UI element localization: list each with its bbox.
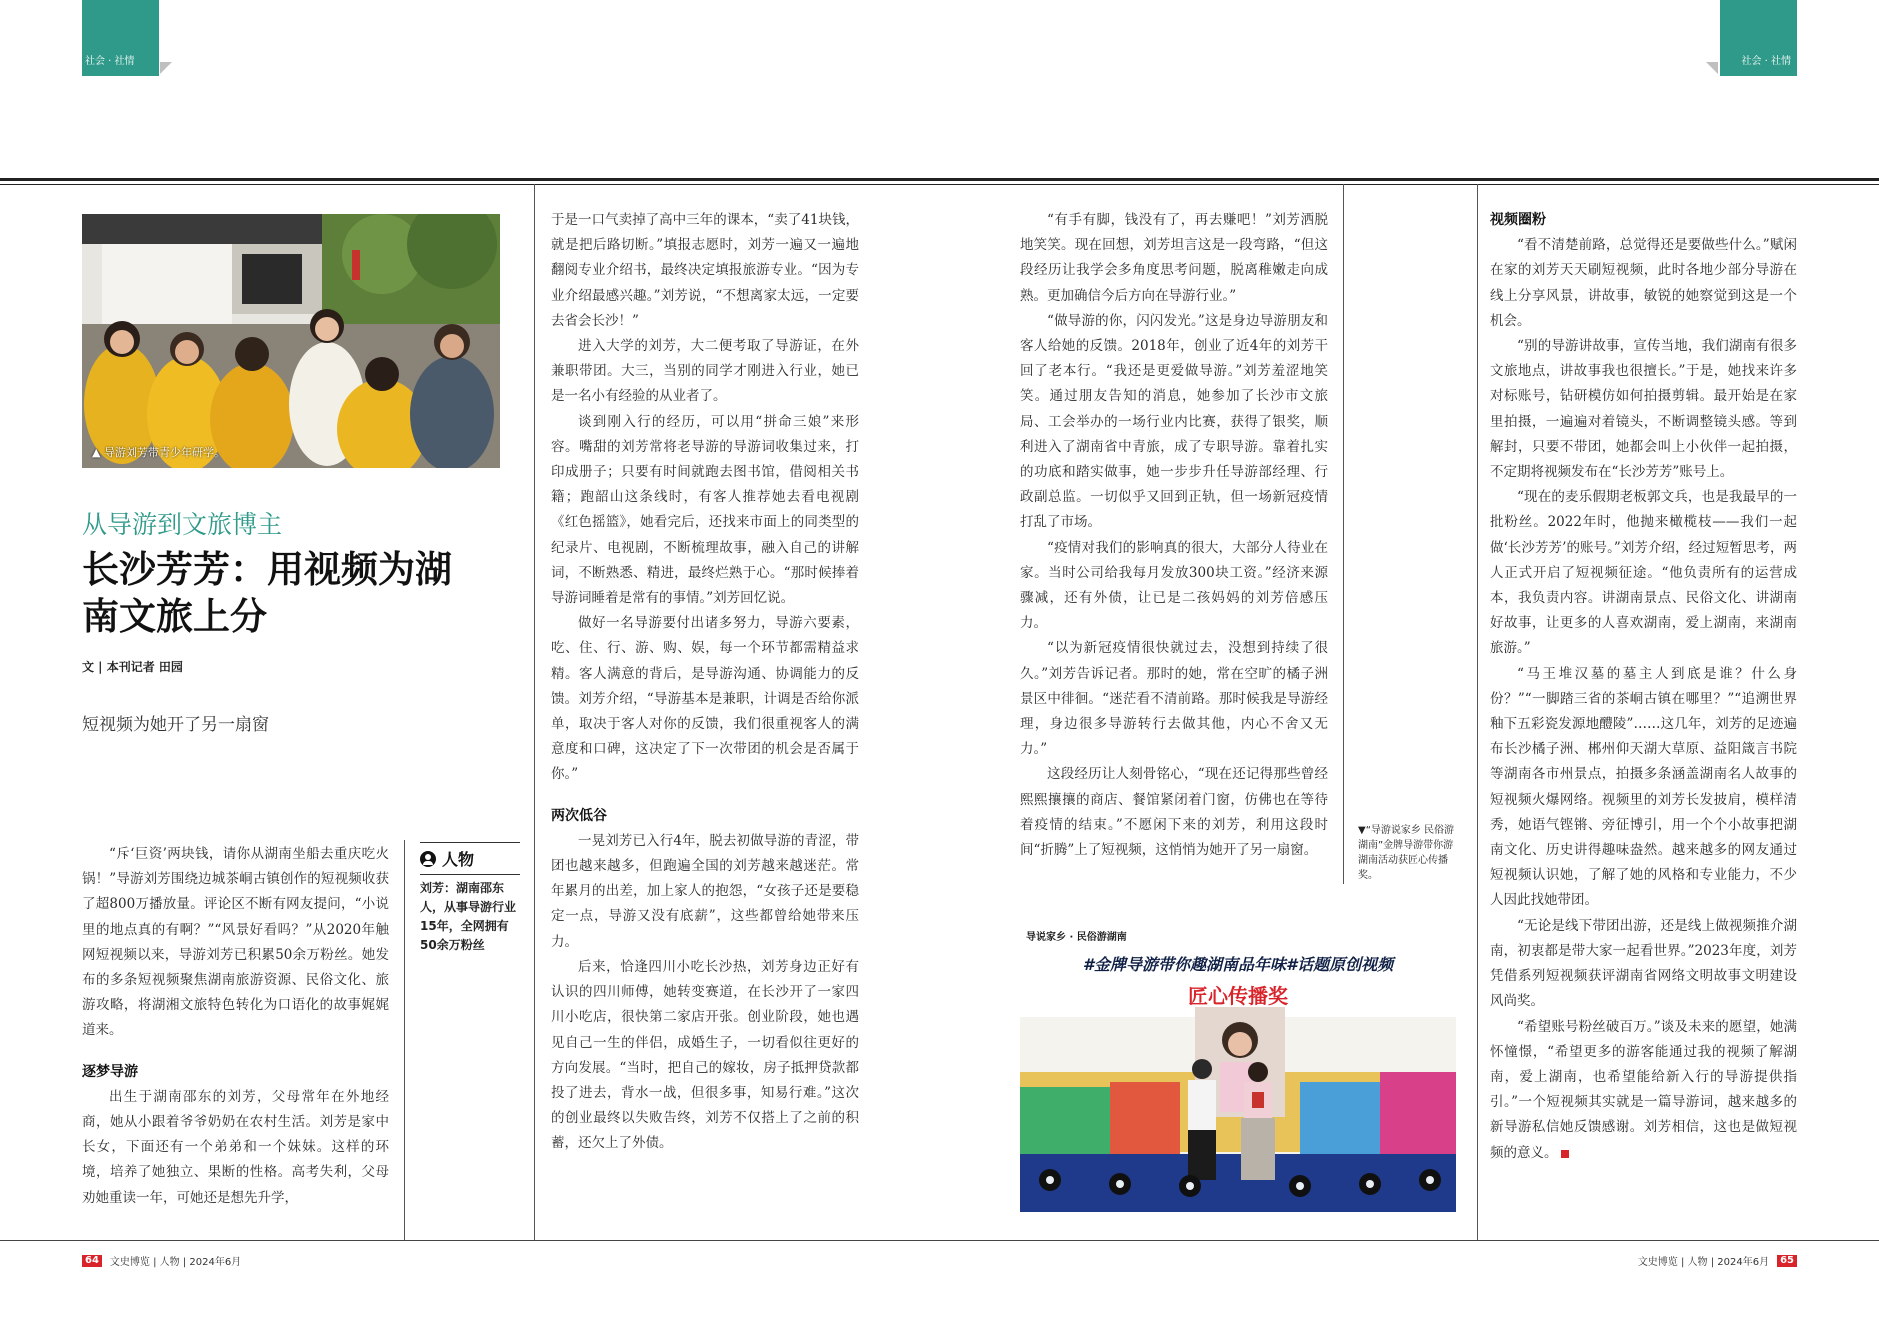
paragraph: “有手有脚，钱没有了，再去赚吧！”刘芳洒脱地笑笑。现在回想，刘芳坦言这是一段弯路，“但这段经历让我学会多角度思考问题，脱离稚嫩走向成熟。更加确信今后方向在导游行业。” [1020, 212, 1328, 304]
person-icon [420, 851, 436, 867]
photo-award-ceremony [1020, 922, 1456, 1212]
paragraph: 于是一口气卖掉了高中三年的课本，“卖了41块钱，就是把后路切断。”填报志愿时，刘芳一遍又一遍地翻阅专业介绍书，最终决定填报旅游专业。“因为专业介绍最感兴趣。”刘芳说，“不想离家太远，一定要去省会长沙！” [551, 212, 859, 329]
section-tab-right [1720, 0, 1797, 76]
paragraph: 谈到刚入行的经历，可以用“拼命三娘”来形容。嘴甜的刘芳常将老导游的导游词收集过来，打印成册子；只要有时间就跑去图书馆，借阅相关书籍；跑韶山这条线时，有客人推荐她去看电视剧《红色摇篮》，她看完后，还找来市面上的同类型的纪录片、电视剧，不断梳理故事，融入自己的讲解词，不断熟悉、精进，最终烂熟于心。“那时候捧着导游词睡着是常有的事情。”刘芳回忆说。 [551, 413, 859, 607]
paragraph: 做好一名导游要付出诸多努力，导游六要素，吃、住、行、游、购、娱，每一个环节都需精益求精。客人满意的背后，是导游沟通、协调能力的反馈。刘芳介绍，“导游基本是兼职，计调是否给你派单，取决于客人对你的反馈，我们很重视客人的满意度和口碑，这决定了下一次带团的机会是否属于你。” [551, 615, 859, 783]
section-tab-label: 社会 · 社情 [85, 56, 135, 67]
box-heading [420, 847, 520, 870]
box-rule [420, 842, 520, 843]
column-divider [534, 184, 535, 1240]
paragraph: “希望账号粉丝破百万。”谈及未来的愿望，她满怀憧憬，“希望更多的游客能通过我的视频了解湖南，爱上湖南，也希望能给新入行的导游提供指引。”一个短视频其实就是一篇导游词，越来越多的新导游私信她反馈感谢。刘芳相信，这也是做短视频的意义。 [1490, 1015, 1797, 1166]
photo-caption: ▲ 导游刘芳带青少年研学。 [92, 446, 225, 459]
section-tab-label: 社会 · 社情 [1741, 56, 1791, 67]
paragraph: 进入大学的刘芳，大二便考取了导游证，在外兼职带团。大三，当别的同学才刚进入行业，她已是一名小有经验的从业者了。 [551, 338, 859, 405]
paragraph: “斥‘巨资’两块钱，请你从湖南坐船去重庆吃火锅！”导游刘芳围绕边城茶峒古镇创作的短视频收获了超800万播放量。评论区不断有网友提问，“小说里的地点真的有啊？”“风景好看吗？”从2020年触网短视频以来，导游刘芳已积累50余万粉丝。她发布的多条短视频聚焦湖南旅游资源、民俗文化、旅游攻略，将湖湘文旅特色转化为口语化的故事娓娓道来。 [82, 846, 389, 1039]
person-info-box [420, 842, 520, 955]
award-banner-prize: 匠心传播奖 [1188, 984, 1288, 1008]
paragraph: 一晃刘芳已入行4年，脱去初做导游的青涩，带团也越来越多，但跑遍全国的刘芳越来越迷茫。常年累月的出差，加上家人的抱怨，“女孩子还是要稳定一点，导游又没有底薪”，这些都曾给她带来压力。 [551, 832, 859, 950]
article-column-1 [82, 842, 389, 1211]
paragraph: “无论是线下带团出游，还是线上做视频推介湖南，初衷都是带大家一起看世界。”2023年度，刘芳凭借系列短视频获评湖南省网络文明故事文明建设风尚奖。 [1490, 917, 1797, 1010]
header-rule [0, 178, 1879, 181]
column-divider [404, 840, 405, 1240]
header-rule-thin [0, 184, 1879, 185]
paragraph: “做导游的你，闪闪发光。”这是身边导游朋友和客人给她的反馈。2018年，创业了近4年的刘芳干回了老本行。“我还是更爱做导游。”刘芳羞涩地笑笑。通过朋友告知的消息，她参加了长沙市文旅局、工会举办的一场行业内比赛，获得了银奖，顺利进入了湖南省中青旅，成了专职导游。靠着扎实的功底和踏实做事，她一步步升任导游部经理、行政副总监。一切似乎又回到正轨，但一场新冠疫情打乱了市场。 [1020, 312, 1328, 531]
paragraph: 后来，恰逢四川小吃长沙热，刘芳身边正好有认识的四川师傅，她转变赛道，在长沙开了一家四川小吃店，很快第二家店开张。创业阶段，她也遇见自己一生的伴侣，成婚生子，一切看似往更好的方向发展。“当时，把自己的嫁妆，房子抵押贷款都投了进去，背水一战，但很多事，知易行难。”这次的创业最终以失败告终，刘芳不仅搭上了之前的积蓄，还欠上了外债。 [551, 958, 859, 1152]
column-divider [1477, 184, 1478, 1240]
article-column-2 [551, 208, 859, 1157]
award-banner-title: #金牌导游带你趣湖南品年味#话题原创视频 [1082, 955, 1394, 974]
paragraph: “别的导游讲故事，宣传当地，我们湖南有很多文旅地点，讲故事我也很擅长。”于是，她找来许多对标账号，钻研模仿如何拍摄剪辑。最开始是在家里拍摄，一遍遍对着镜头，不断调整镜头感。等到解封，只要不带团，她都会叫上小伙伴一起拍摄，不定期将视频发布在“长沙芳芳”账号上。 [1490, 338, 1797, 481]
article-column-3 [1020, 208, 1328, 863]
box-title: 人物 [442, 850, 475, 869]
photo-caption-award: ▼“导游说家乡 民俗游湖南”金牌导游带你游湖南活动获匠心传播奖。 [1358, 825, 1455, 881]
section-heading: 两次低谷 [551, 807, 607, 824]
article-title: 长沙芳芳：用视频为湖南文旅上分 [82, 548, 452, 638]
paragraph: “以为新冠疫情很快就过去，没想到持续了很久。”刘芳告诉记者。那时的她，常在空旷的橘子洲景区中徘徊。“迷茫看不清前路。那时候我是导游经理，身边很多导游转行去做其他，内心不舍又无力。” [1020, 640, 1328, 758]
paragraph: “马王堆汉墓的墓主人到底是谁？什么身份？”“一脚踏三省的茶峒古镇在哪里？”“追溯世界釉下五彩瓷发源地醴陵”……这几年，刘芳的足迹遍布长沙橘子洲、郴州仰天湖大草原、益阳箴言书院等湖南各市州景点，拍摄多条涵盖湖南名人故事的短视频火爆网络。视频里的刘芳长发披肩，模样清秀，她语气铿锵、旁征博引，用一个个小故事把湖南文化、历史讲得趣味盎然。越来越多的网友通过短视频认识她，了解了她的风格和专业能力，不少人因此找她带团。 [1490, 665, 1797, 909]
corner-mark-right [1706, 62, 1718, 74]
footer-text: 文史博览 | 人物 | 2024年6月 [1637, 1257, 1770, 1268]
corner-mark-left [160, 62, 172, 74]
section-heading: 逐梦导游 [82, 1063, 138, 1080]
footer-text: 文史博览 | 人物 | 2024年6月 [109, 1257, 242, 1268]
photo-tour-group [82, 214, 500, 468]
box-rule [420, 874, 520, 875]
page-number: 65 [1777, 1255, 1797, 1267]
paragraph: “看不清楚前路，总觉得还是要做些什么。”赋闲在家的刘芳天天刷短视频，此时各地少部分导游在线上分享风景，讲故事，敏锐的她察觉到这是一个机会。 [1490, 237, 1797, 329]
paragraph: “疫情对我们的影响真的很大，大部分人待业在家。当时公司给我每月发放300块工资。”经济来源骤减，还有外债，让已是二孩妈妈的刘芳倍感压力。 [1020, 539, 1328, 632]
footer-rule [0, 1240, 1879, 1241]
article-kicker: 从导游到文旅博主 [82, 510, 283, 539]
paragraph: 这段经历让人刻骨铭心，“现在还记得那些曾经熙熙攘攘的商店、餐馆紧闭着门窗，仿佛也在等待着疫情的结束。”不愿闲下来的刘芳，利用这段时间“折腾”上了短视频，这悄悄为她开了另一扇窗。 [1020, 766, 1328, 859]
box-text: 刘芳：湖南邵东人，从事导游行业15年，全网拥有50余万粉丝 [420, 881, 517, 952]
footer-left [82, 1253, 241, 1268]
footer-right [1638, 1253, 1797, 1268]
section-tab-left [82, 0, 159, 76]
paragraph: “现在的麦乐假期老板郭文兵，也是我最早的一批粉丝。2022年时，他抛来橄榄枝——我们一起做‘长沙芳芳’的账号。”刘芳介绍，经过短暂思考，两人正式开启了短视频征途。“他负责所有的运营成本，我负责内容。讲湖南景点、民俗文化、讲湖南好故事，让更多的人喜欢湖南，爱上湖南，来湖南旅游。” [1490, 489, 1797, 657]
article-byline: 文 | 本刊记者 田园 [82, 660, 183, 674]
paragraph: 出生于湖南邵东的刘芳，父母常年在外地经商，她从小跟着爷爷奶奶在农村生活。刘芳是家中长女，下面还有一个弟弟和一个妹妹。这样的环境，培养了她独立、果断的性格。高考失利，父母劝她重读一年，可她还是想先升学， [82, 1088, 389, 1206]
section-heading: 视频圈粉 [1490, 212, 1546, 228]
article-column-4 [1490, 208, 1797, 1166]
award-banner-tagline: 导说家乡 · 民俗游湖南 [1026, 932, 1127, 943]
page-number: 64 [82, 1255, 102, 1267]
article-subtitle: 短视频为她开了另一扇窗 [82, 715, 269, 735]
column-divider [1343, 184, 1344, 884]
